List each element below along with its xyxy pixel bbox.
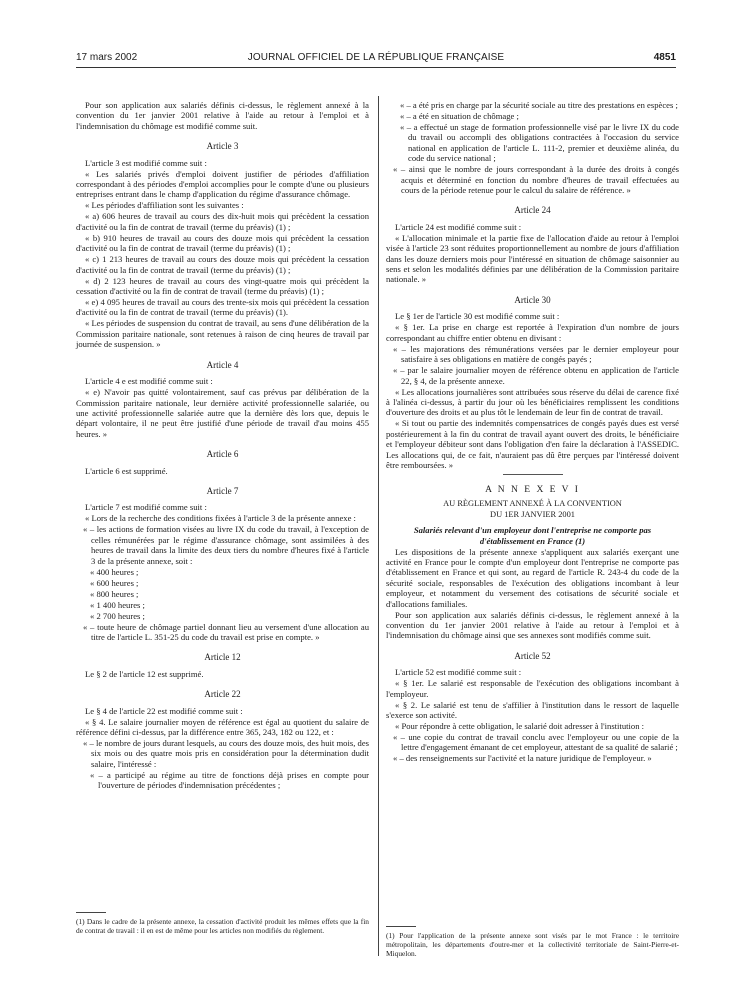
annex-subtitle: DU 1ER JANVIER 2001 xyxy=(490,509,575,519)
list-item: « – le nombre de jours durant lesquels, au cours des douze mois, des huit mois, des six mois ou des quatre mois pris en considération pour la détermination dudit salaire, l'intéressé : xyxy=(83,738,369,769)
article-heading: Article 24 xyxy=(514,205,551,216)
paragraph: L'article 52 est modifié comme suit : xyxy=(395,667,522,678)
article-heading: Article 30 xyxy=(514,294,551,305)
issue-date: 17 mars 2002 xyxy=(76,52,138,63)
paragraph: « Lors de la recherche des conditions fixées à l'article 3 de la présente annexe : xyxy=(85,513,356,524)
list-item: « 600 heures ; xyxy=(90,577,139,588)
paragraph: « Les allocations journalières sont attribuées sous réserve du délai de carence fixé à l'alinéa ci-dessus, à partir du jour où les bénéficiaires remplissent les conditions d'ouverture des droits et au plus tôt le lendemain de leur fin de contrat de travail. xyxy=(386,386,679,418)
paragraph: « L'allocation minimale et la partie fixe de l'allocation d'aide au retour à l'emploi visée à l'article 23 sont réduites proportionnellement au nombre de jours d'affiliation dans les douze derniers mois pour l'intéressé en situation de chômage saisonnier au sens et selon les modalités définies par une délibération de la Commission paritaire nationale. » xyxy=(386,232,679,285)
footnote-right: (1) Pour l'application de la présente annexe sont visés par le mot France : le territoire métropolitain, les départements d'outre-mer et la collectivité territoriale de Saint-Pierre-et-Miquelon. xyxy=(386,931,679,959)
list-item: « 400 heures ; xyxy=(90,566,139,577)
paragraph: « Les salariés privés d'emploi doivent justifier de périodes d'affiliation correspondant à des périodes d'emploi accomplies pour le compte d'une ou plusieurs entreprises entrant dans le champ d'application du régime d'assurance chômage. xyxy=(76,168,369,200)
article-heading: Article 4 xyxy=(206,359,239,370)
paragraph: « § 4. Le salaire journalier moyen de référence est égal au quotient du salaire de référence défini ci-dessus, par la différence entre 365, 243, 182 ou 122, et : xyxy=(76,716,369,737)
paragraph: « Les périodes de suspension du contrat de travail, au sens d'une délibération de la Commission paritaire nationale, sont retenues à raison de cinq heures de travail par journée de suspension. » xyxy=(76,318,369,350)
paragraph: Le § 4 de l'article 22 est modifié comme suit : xyxy=(85,705,243,716)
list-item: « – toute heure de chômage partiel donnant lieu au versement d'une allocation au titre de l'article L. 351-25 du code du travail est prise en compte. » xyxy=(83,621,369,642)
list-item: « – par le salaire journalier moyen de référence obtenu en application de l'article 22, § 4, de la présente annexe. xyxy=(393,365,679,386)
paragraph: « e) 4 095 heures de travail au cours des trente-six mois qui précèdent la cessation d'activité ou la fin de contrat de travail (terme du préavis) (1). xyxy=(76,297,369,318)
list-item: « 1 400 heures ; xyxy=(90,599,145,610)
annex-heading: Salariés relevant d'un employeur dont l'entreprise ne comporte pas d'établissement en France (1) xyxy=(413,525,652,546)
column-divider xyxy=(378,96,379,956)
paragraph: « c) 1 213 heures de travail au cours des douze mois qui précèdent la cessation d'activité ou la fin de contrat de travail (terme du préavis) (1) ; xyxy=(76,254,369,275)
paragraph: Le § 2 de l'article 12 est supprimé. xyxy=(85,668,204,679)
header-rule xyxy=(76,67,676,68)
article-heading: Article 3 xyxy=(206,141,239,152)
paragraph: « § 1er. Le salarié est responsable de l'exécution des obligations incombant à l'employeur. xyxy=(386,678,679,699)
paragraph: « § 2. Le salarié est tenu de s'affilier à l'institution dans le ressort de laquelle s'exerce son activité. xyxy=(386,699,679,721)
paragraph: « § 1er. La prise en charge est reportée à l'expiration d'un nombre de jours correspondant au chiffre entier obtenu en divisant : xyxy=(386,322,679,343)
paragraph: L'article 7 est modifié comme suit : xyxy=(85,502,207,513)
paragraph: Les dispositions de la présente annexe s'appliquent aux salariés exerçant une activité en France pour le compte d'un employeur dont l'entreprise ne comporte pas d'établissement en France et qui sont, au regard de l'article R. 243-4 du code de la sécurité sociale, responsables de l'exécution des obligations incombant à leur employeur, et notamment du versement des cotisations de sécurité sociale et d'allocations familiales. xyxy=(386,546,679,609)
list-item: « – ainsi que le nombre de jours correspondant à la durée des droits à congés acquis et déterminé en fonction du nombre d'heures de travail effectuées au cours de la période retenue pour le calcul du salaire de référence. » xyxy=(393,164,679,196)
journal-title: JOURNAL OFFICIEL DE LA RÉPUBLIQUE FRANÇAISE xyxy=(247,52,505,63)
list-item: « 2 700 heures ; xyxy=(90,610,145,621)
sub-list-item: « – a effectué un stage de formation professionnelle visé par le livre IX du code du travail ou accompli des obligations contractées à l'occasion du service national en application de l'article L. 111-2, premier et deuxième alinéa, du code du service national ; xyxy=(400,122,679,164)
footnote-left: (1) Dans le cadre de la présente annexe, la cessation d'activité produit les mêmes effets que la fin de contrat de travail : il en est de même pour les articles non modifiés du règlement. xyxy=(76,917,369,936)
page-number: 4851 xyxy=(653,52,676,63)
paragraph: Pour son application aux salariés définis ci-dessus, le règlement annexé à la convention du 1er janvier 2001 relative à l'aide au retour à l'emploi et à l'indemnisation du chômage est modifié comme suit. xyxy=(76,100,369,131)
section-divider xyxy=(503,474,563,475)
article-heading: Article 12 xyxy=(204,652,241,663)
list-item: « – les actions de formation visées au livre IX du code du travail, à l'exception de celles rémunérées par le régime d'assurance chômage, sont assimilées à des heures de travail dans la limite des deux tiers du nombre d'heures fixé à l'article 3 de la présente annexe, soit : xyxy=(83,524,369,566)
annex-subtitle: AU RÈGLEMENT ANNEXÉ À LA CONVENTION xyxy=(443,498,622,508)
article-heading: Article 52 xyxy=(514,650,551,661)
paragraph: Pour son application aux salariés définis ci-dessus, le règlement annexé à la convention du 1er janvier 2001 relative à l'aide au retour à l'emploi et à l'indemnisation du chômage ainsi que ses annexes sont modifiés comme suit. xyxy=(386,609,679,641)
page-header xyxy=(76,50,676,66)
footnote-rule-left xyxy=(76,912,106,913)
left-column xyxy=(76,100,369,791)
sub-list-item: « – a été pris en charge par la sécurité sociale au titre des prestations en espèces ; xyxy=(400,100,678,110)
paragraph: « Pour répondre à cette obligation, le salarié doit adresser à l'institution : xyxy=(395,721,645,732)
paragraph: Le § 1er de l'article 30 est modifié comme suit : xyxy=(395,311,560,322)
paragraph: L'article 24 est modifié comme suit : xyxy=(395,221,522,232)
paragraph: L'article 4 e est modifié comme suit : xyxy=(85,376,213,387)
paragraph: « b) 910 heures de travail au cours des douze mois qui précèdent la cessation d'activité ou la fin de contrat de travail (terme du préavis) (1) ; xyxy=(76,232,369,254)
list-item: « – une copie du contrat de travail conclu avec l'employeur ou une copie de la lettre d'engagement émanant de cet employeur, attestant de sa qualité de salarié ; xyxy=(393,732,679,753)
paragraph: « e) N'avoir pas quitté volontairement, sauf cas prévus par délibération de la Commission paritaire nationale, leur dernière activité professionnelle salariée, ou une activité professionnelle salariée autre que la dernière dès lors que, depuis le départ volontaire, il ne peut être justifié d'une période de travail d'au moins 455 heures. » xyxy=(76,387,369,439)
paragraph: L'article 3 est modifié comme suit : xyxy=(85,157,207,168)
paragraph: « Les périodes d'affiliation sont les suivantes : xyxy=(85,200,244,211)
sub-list-item: « – a été en situation de chômage ; xyxy=(400,111,519,121)
article-heading: Article 22 xyxy=(204,689,241,700)
paragraph: L'article 6 est supprimé. xyxy=(85,465,168,476)
annex-title: A N N E X E V I xyxy=(485,485,580,496)
footnote-rule-right xyxy=(386,926,416,927)
list-item: « 800 heures ; xyxy=(90,588,139,599)
paragraph: « d) 2 123 heures de travail au cours des vingt-quatre mois qui précèdent la cessation d'activité ou la fin de contrat de travail (terme du préavis) (1) ; xyxy=(76,275,369,297)
paragraph: « Si tout ou partie des indemnités compensatrices de congés payés dues est versé postérieurement à la fin du contrat de travail ayant ouvert des droits, le bénéficiaire et l'employeur débiteur sont dans l'obligation d'en faire la déclaration à l'ASSEDIC. Les allocations qui, de ce fait, n'auraient pas dû être perçues par l'intéressé doivent être remboursées. » xyxy=(386,418,679,470)
sub-list-item: « – a participé au régime au titre de fonctions déjà prises en compte pour l'ouverture de périodes d'indemnisation précédentes ; xyxy=(90,769,369,791)
list-item: « – les majorations des rémunérations versées par le dernier employeur pour satisfaire à ses obligations en matière de congés payés ; xyxy=(393,343,679,365)
right-column xyxy=(386,100,679,764)
article-heading: Article 6 xyxy=(206,449,239,460)
list-item: « – des renseignements sur l'activité et la nature juridique de l'employeur. » xyxy=(393,753,652,764)
paragraph: « a) 606 heures de travail au cours des dix-huit mois qui précèdent la cessation d'activité ou la fin de contrat de travail (terme du préavis) (1) ; xyxy=(76,211,369,232)
article-heading: Article 7 xyxy=(206,485,239,496)
